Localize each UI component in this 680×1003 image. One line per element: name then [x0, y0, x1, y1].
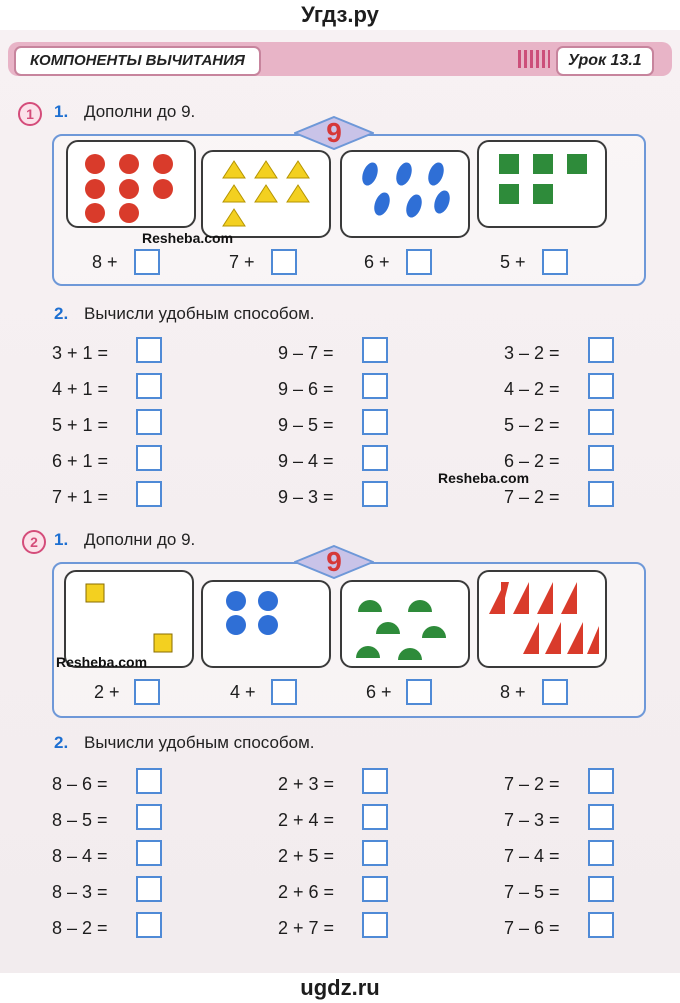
- card-green-semicircles: [340, 580, 470, 668]
- equation: 8 – 5 =: [52, 810, 108, 830]
- equation: 2 + 3 =: [278, 774, 335, 794]
- answer-box[interactable]: [588, 804, 614, 830]
- answer-box[interactable]: [136, 912, 162, 938]
- site-name-top: Угдз.ру: [301, 2, 379, 27]
- exercise-number-2: 2: [22, 530, 46, 554]
- workbook-page: [0, 30, 680, 973]
- task-instruction: Дополни до 9.: [84, 530, 196, 549]
- target-number: 9: [326, 117, 342, 148]
- answer-box[interactable]: [588, 840, 614, 866]
- answer-box[interactable]: [542, 249, 568, 275]
- equation: 3 – 2 =: [504, 343, 560, 363]
- task-number: 1.: [54, 530, 69, 549]
- equation: 2 + 6 =: [278, 882, 335, 902]
- card-yellow-triangles: [201, 150, 331, 238]
- answer-box[interactable]: [362, 876, 388, 902]
- answer-box[interactable]: [406, 249, 432, 275]
- green-semicircles-icon: [342, 582, 468, 666]
- equation: 2 + 7 =: [278, 918, 335, 938]
- answer-box[interactable]: [362, 768, 388, 794]
- target-number-badge: [294, 116, 374, 150]
- answer-box[interactable]: [362, 373, 388, 399]
- equation: 4 + 1 =: [52, 379, 109, 399]
- yellow-triangles-icon: [203, 152, 329, 236]
- task-number: 2.: [54, 304, 69, 323]
- answer-box[interactable]: [588, 912, 614, 938]
- answer-box[interactable]: [362, 409, 388, 435]
- answer-box[interactable]: [136, 840, 162, 866]
- equation: 7 – 3 =: [504, 810, 560, 830]
- addend-label: 6 +: [366, 682, 392, 702]
- answer-box[interactable]: [136, 876, 162, 902]
- task-instruction: Вычисли удобным способом.: [84, 733, 315, 752]
- equation: 5 + 1 =: [52, 415, 109, 435]
- addend-label: 6 +: [364, 252, 390, 272]
- answer-box[interactable]: [271, 679, 297, 705]
- answer-box[interactable]: [136, 804, 162, 830]
- equation: 8 – 6 =: [52, 774, 108, 794]
- answer-box[interactable]: [542, 679, 568, 705]
- equation: 2 + 4 =: [278, 810, 335, 830]
- equation: 3 + 1 =: [52, 343, 109, 363]
- equation: 6 + 1 =: [52, 451, 109, 471]
- equation: 9 – 3 =: [278, 487, 334, 507]
- equation: 7 – 2 =: [504, 774, 560, 794]
- answer-box[interactable]: [362, 840, 388, 866]
- watermark: Resheba.com: [56, 654, 148, 670]
- target-number-badge: [294, 545, 374, 579]
- card-red-circles: [66, 140, 196, 228]
- green-squares-icon: [479, 142, 605, 226]
- answer-box[interactable]: [271, 249, 297, 275]
- red-circles-icon: [68, 142, 194, 226]
- answer-box[interactable]: [362, 337, 388, 363]
- answer-box[interactable]: [588, 876, 614, 902]
- blue-ovals-icon: [342, 152, 468, 236]
- equation: 7 + 1 =: [52, 487, 109, 507]
- answer-box[interactable]: [588, 409, 614, 435]
- blue-circles-icon: [203, 582, 329, 666]
- equation: 9 – 7 =: [278, 343, 334, 363]
- decorative-stripes: [518, 50, 550, 68]
- task-instruction: Дополни до 9.: [84, 102, 196, 121]
- addend-label: 8 +: [92, 252, 118, 272]
- addend-label: 4 +: [230, 682, 256, 702]
- page-title: КОМПОНЕНТЫ ВЫЧИТАНИЯ: [14, 46, 261, 76]
- site-name-bottom: ugdz.ru: [300, 975, 380, 1000]
- answer-box[interactable]: [134, 679, 160, 705]
- answer-box[interactable]: [588, 337, 614, 363]
- answer-box[interactable]: [362, 804, 388, 830]
- equation: 5 – 2 =: [504, 415, 560, 435]
- answer-box[interactable]: [588, 373, 614, 399]
- addend-label: 8 +: [500, 682, 526, 702]
- answer-box[interactable]: [136, 445, 162, 471]
- red-triangles-icon: [479, 572, 605, 666]
- lesson-number: Урок 13.1: [556, 46, 654, 76]
- equation: 9 – 5 =: [278, 415, 334, 435]
- answer-box[interactable]: [136, 481, 162, 507]
- yellow-squares-icon: [66, 572, 192, 666]
- equation: 9 – 4 =: [278, 451, 334, 471]
- card-blue-circles: [201, 580, 331, 668]
- equation: 9 – 6 =: [278, 379, 334, 399]
- watermark: Resheba.com: [142, 230, 234, 246]
- equation: 7 – 6 =: [504, 918, 560, 938]
- answer-box[interactable]: [362, 481, 388, 507]
- equation: 7 – 2 =: [504, 487, 560, 507]
- answer-box[interactable]: [588, 445, 614, 471]
- equation: 7 – 4 =: [504, 846, 560, 866]
- answer-box[interactable]: [406, 679, 432, 705]
- equation: 7 – 5 =: [504, 882, 560, 902]
- answer-box[interactable]: [136, 768, 162, 794]
- answer-box[interactable]: [362, 912, 388, 938]
- equation: 6 – 2 =: [504, 451, 560, 471]
- watermark: Resheba.com: [438, 470, 530, 486]
- task-instruction: Вычисли удобным способом.: [84, 304, 315, 323]
- answer-box[interactable]: [136, 373, 162, 399]
- answer-box[interactable]: [588, 481, 614, 507]
- card-red-triangles: [477, 570, 607, 668]
- task-number: 2.: [54, 733, 69, 752]
- target-number: 9: [326, 546, 342, 577]
- answer-box[interactable]: [134, 249, 160, 275]
- card-green-squares: [477, 140, 607, 228]
- card-blue-ovals: [340, 150, 470, 238]
- equation: 8 – 3 =: [52, 882, 108, 902]
- equation: 2 + 5 =: [278, 846, 335, 866]
- exercise-number-1: 1: [18, 102, 42, 126]
- addend-label: 7 +: [229, 252, 255, 272]
- task-number: 1.: [54, 102, 69, 121]
- answer-box[interactable]: [136, 337, 162, 363]
- answer-box[interactable]: [136, 409, 162, 435]
- equation: 4 – 2 =: [504, 379, 560, 399]
- answer-box[interactable]: [362, 445, 388, 471]
- addend-label: 2 +: [94, 682, 120, 702]
- equation: 8 – 4 =: [52, 846, 108, 866]
- equation: 8 – 2 =: [52, 918, 108, 938]
- addend-label: 5 +: [500, 252, 526, 272]
- answer-box[interactable]: [588, 768, 614, 794]
